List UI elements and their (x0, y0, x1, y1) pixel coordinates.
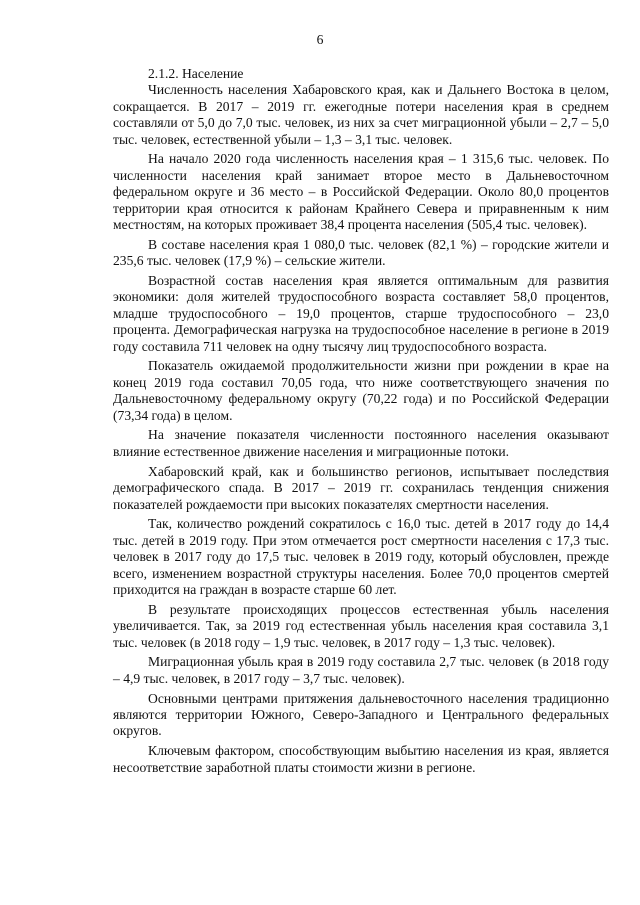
paragraph-births-deaths: Так, количество рождений сократилось с 16,0 тыс. детей в 2017 году до 14,4 тыс. детей в 2019 году. При этом отмечается рост смертности населения с 17,3 тыс. человек в 2017 году до 17,5 тыс. человек в 2019 году, который обусловлен, прежде всего, изменением возрастной структуры населения. Более 70,0 процентов смертей приходится на граждан в возрасте старше 60 лет. (113, 516, 609, 597)
paragraph-urban-rural: В составе населения края 1 080,0 тыс. человек (82,1 %) – городские жители и 235,6 тыс. человек (17,9 %) – сельские жители. (113, 236, 609, 269)
paragraph-life-expectancy: Показатель ожидаемой продолжительности жизни при рождении в крае на конец 2019 года составил 70,05 года, что ниже соответствующего значения по Дальневосточному федеральному округу (70,22 года) и по Российской Федерации (73,34 года) в целом. (113, 358, 609, 423)
paragraph-population-decline: Численность населения Хабаровского края, как и Дальнего Востока в целом, сокращается. В 2017 – 2019 гг. ежегодные потери населения края в среднем составляли от 5,0 до 7,0 тыс. человек, из них за счет миграционной убыли – 2,7 – 5,0 тыс. человек, естественной убыли – 1,3 – 3,1 тыс. человек. (113, 82, 609, 147)
page-number: 6 (316, 32, 324, 47)
paragraph-key-factor: Ключевым фактором, способствующим выбытию населения из края, является несоответствие заработной платы стоимости жизни в регионе. (113, 743, 609, 775)
paragraph-age-structure: Возрастной состав населения края является оптимальным для развития экономики: доля жителей трудоспособного возраста составляет 58,0 процентов, младше трудоспособного – 19,0 процентов, старше трудоспособного – 23,0 процента. Демографическая нагрузка на трудоспособное население в регионе в 2019 году составила 711 человек на одну тысячу лиц трудоспособного возраста. (113, 273, 609, 354)
paragraph-population-2020: На начало 2020 года численность населения края – 1 315,6 тыс. человек. По численности населения край занимает второе место в Дальневосточном федеральном округе и 36 место – в Российской Федерации. Около 80,0 процентов территории края относится к районам Крайнего Севера и приравненным к ним местностям, на которых проживает 38,4 процента населения (505,4 тыс. человек). (113, 151, 609, 233)
paragraph-migration-loss: Миграционная убыль края в 2019 году составила 2,7 тыс. человек (в 2018 году – 4,9 тыс. человек, в 2017 году – 3,7 тыс. человек). (113, 654, 609, 686)
document-body (113, 66, 609, 776)
paragraph-natural-decrease: В результате происходящих процессов естественная убыль населения увеличивается. Так, за 2019 год естественная убыль населения края составила 3,1 тыс. человек (в 2018 году – 1,9 тыс. человек, в 2017 году – 1,3 тыс. человек). (113, 601, 609, 650)
paragraph-demographic-decline: Хабаровский край, как и большинство регионов, испытывает последствия демографического спада. В 2017 – 2019 гг. сохранилась тенденция снижения показателей рождаемости при высоких показателях смертности населения. (113, 463, 609, 512)
paragraph-migration-centers: Основными центрами притяжения дальневосточного населения традиционно являются территории Южного, Северо-Западного и Центрального федеральных округов. (113, 690, 609, 739)
section-heading: 2.1.2. Население (148, 66, 244, 81)
paragraph-population-factors: На значение показателя численности постоянного населения оказывают влияние естественное движение населения и миграционные потоки. (113, 427, 609, 459)
